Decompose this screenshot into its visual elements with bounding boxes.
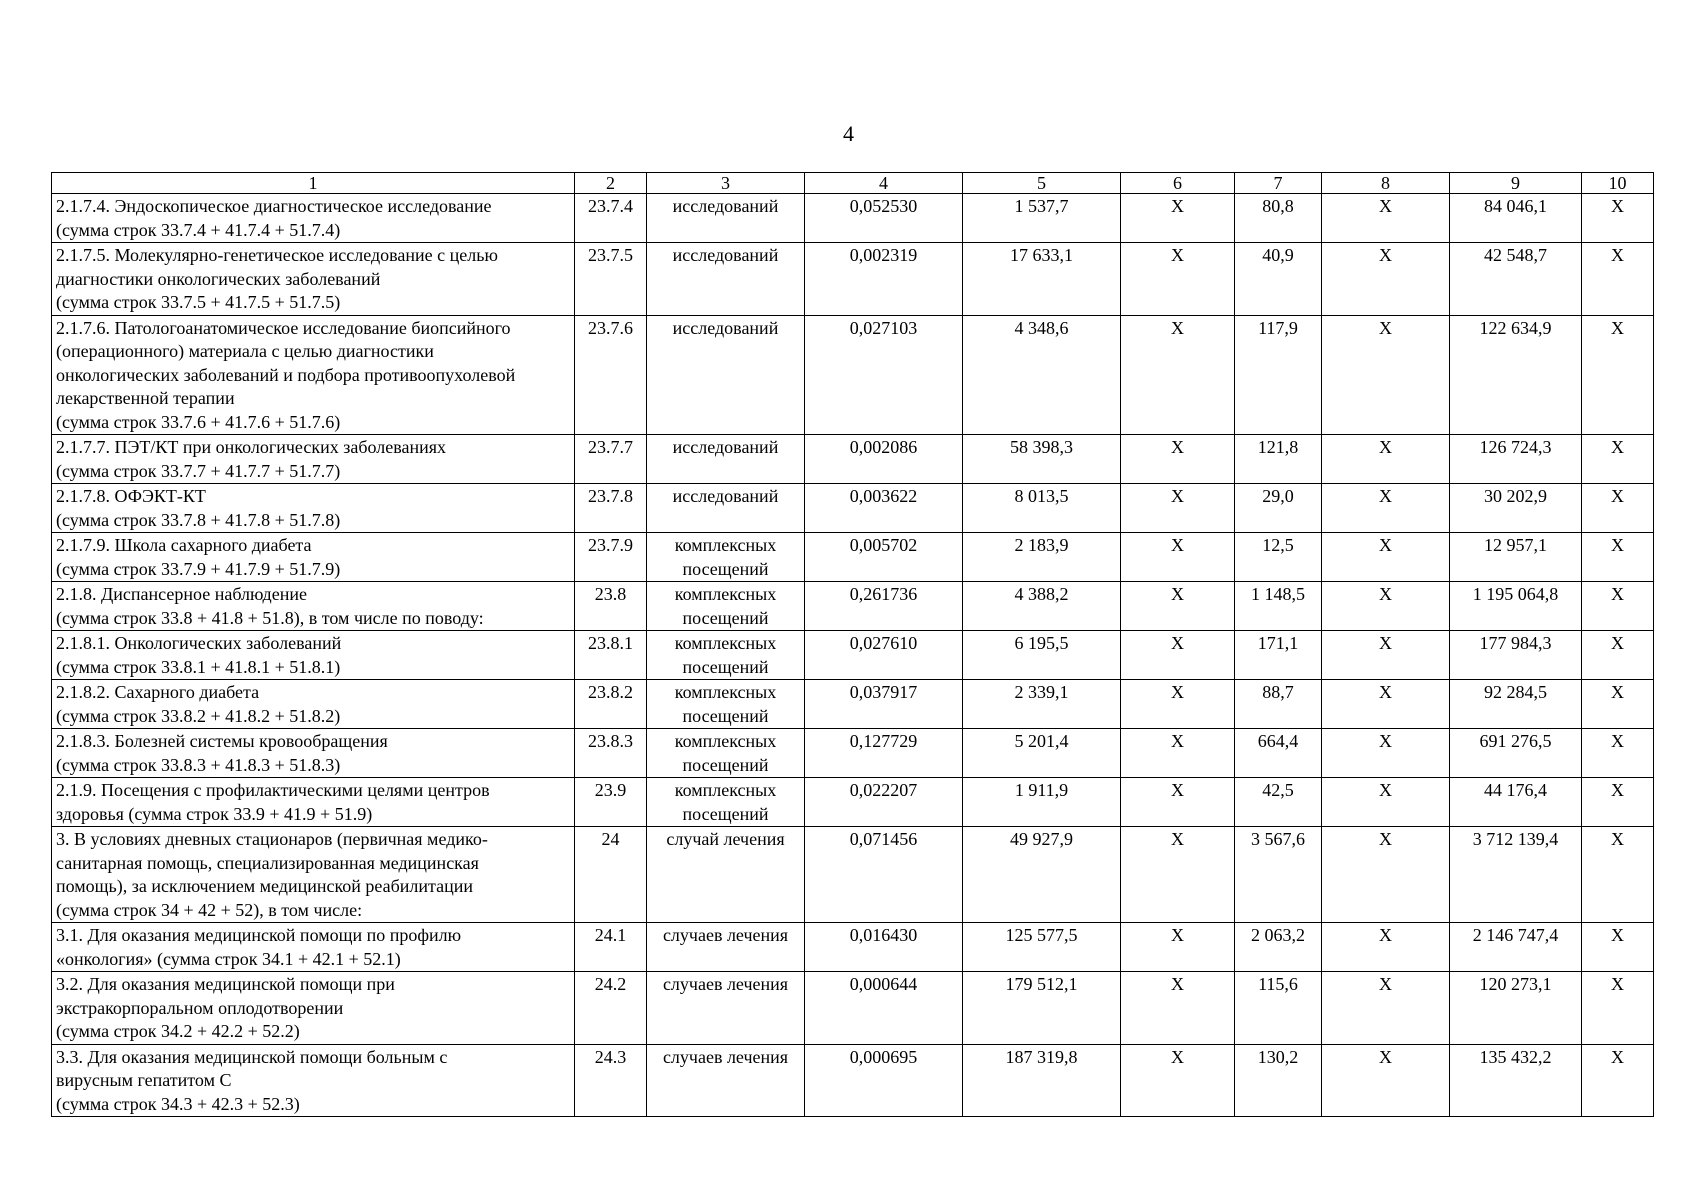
cell-x: X: [1582, 729, 1654, 778]
table-row: [52, 972, 1654, 1045]
amount-cell: 3 712 139,4: [1450, 827, 1582, 923]
cost-cell: 125 577,5: [963, 923, 1121, 972]
cell-x: X: [1121, 533, 1235, 582]
row-number: 24.3: [575, 1044, 647, 1117]
amount-cell: 12 957,1: [1450, 533, 1582, 582]
row-description: 2.1.7.8. ОФЭКТ-КТ (сумма строк 33.7.8 + 41.7.8 + 51.7.8): [52, 484, 575, 533]
value-cell: 3 567,6: [1235, 827, 1322, 923]
cell-x: X: [1322, 315, 1450, 435]
row-number: 24.1: [575, 923, 647, 972]
amount-cell: 42 548,7: [1450, 243, 1582, 316]
value-cell: 29,0: [1235, 484, 1322, 533]
column-header: 9: [1450, 173, 1582, 194]
value-cell: 80,8: [1235, 194, 1322, 243]
amount-cell: 44 176,4: [1450, 778, 1582, 827]
cell-x: X: [1322, 484, 1450, 533]
row-number: 23.7.9: [575, 533, 647, 582]
row-description: 3. В условиях дневных стационаров (первичная медико- санитарная помощь, специализированная медицинская помощь), за исключением медицинской реабилитации (сумма строк 34 + 42 + 52), в том числе:: [52, 827, 575, 923]
volume-cell: 0,000695: [805, 1044, 963, 1117]
data-table: [51, 172, 1654, 1117]
unit-cell: комплексных посещений: [647, 582, 805, 631]
header-row: [52, 173, 1654, 194]
cell-x: X: [1121, 827, 1235, 923]
column-header: 10: [1582, 173, 1654, 194]
cell-x: X: [1322, 729, 1450, 778]
row-description: 2.1.7.5. Молекулярно-генетическое исследование с целью диагностики онкологических заболеваний (сумма строк 33.7.5 + 41.7.5 + 51.7.5): [52, 243, 575, 316]
value-cell: 171,1: [1235, 631, 1322, 680]
row-description: 3.3. Для оказания медицинской помощи больным с вирусным гепатитом С (сумма строк 34.3 + 42.3 + 52.3): [52, 1044, 575, 1117]
unit-cell: исследований: [647, 194, 805, 243]
unit-cell: случаев лечения: [647, 923, 805, 972]
amount-cell: 120 273,1: [1450, 972, 1582, 1045]
amount-cell: 126 724,3: [1450, 435, 1582, 484]
column-header: 3: [647, 173, 805, 194]
unit-cell: исследований: [647, 484, 805, 533]
column-header: 4: [805, 173, 963, 194]
cell-x: X: [1322, 680, 1450, 729]
row-description: 3.2. Для оказания медицинской помощи при экстракорпоральном оплодотворении (сумма строк 34.2 + 42.2 + 52.2): [52, 972, 575, 1045]
column-header: 8: [1322, 173, 1450, 194]
cell-x: X: [1322, 827, 1450, 923]
cell-x: X: [1121, 435, 1235, 484]
column-header: 6: [1121, 173, 1235, 194]
value-cell: 42,5: [1235, 778, 1322, 827]
cell-x: X: [1582, 243, 1654, 316]
volume-cell: 0,261736: [805, 582, 963, 631]
cell-x: X: [1121, 778, 1235, 827]
cell-x: X: [1582, 631, 1654, 680]
table-row: [52, 533, 1654, 582]
column-header: 1: [52, 173, 575, 194]
cell-x: X: [1121, 243, 1235, 316]
cost-cell: 2 183,9: [963, 533, 1121, 582]
row-description: 3.1. Для оказания медицинской помощи по профилю «онкология» (сумма строк 34.1 + 42.1 + 52.1): [52, 923, 575, 972]
row-description: 2.1.7.4. Эндоскопическое диагностическое исследование (сумма строк 33.7.4 + 41.7.4 + 51.7.4): [52, 194, 575, 243]
table-row: [52, 315, 1654, 435]
volume-cell: 0,022207: [805, 778, 963, 827]
cost-cell: 4 348,6: [963, 315, 1121, 435]
cell-x: X: [1121, 729, 1235, 778]
volume-cell: 0,002086: [805, 435, 963, 484]
volume-cell: 0,016430: [805, 923, 963, 972]
cost-cell: 49 927,9: [963, 827, 1121, 923]
value-cell: 88,7: [1235, 680, 1322, 729]
column-header: 2: [575, 173, 647, 194]
table-body: [52, 173, 1654, 1117]
unit-cell: комплексных посещений: [647, 631, 805, 680]
cost-cell: 8 013,5: [963, 484, 1121, 533]
unit-cell: комплексных посещений: [647, 778, 805, 827]
cell-x: X: [1582, 194, 1654, 243]
amount-cell: 177 984,3: [1450, 631, 1582, 680]
cell-x: X: [1582, 1044, 1654, 1117]
volume-cell: 0,027610: [805, 631, 963, 680]
amount-cell: 122 634,9: [1450, 315, 1582, 435]
unit-cell: комплексных посещений: [647, 729, 805, 778]
unit-cell: комплексных посещений: [647, 533, 805, 582]
value-cell: 1 148,5: [1235, 582, 1322, 631]
value-cell: 121,8: [1235, 435, 1322, 484]
cell-x: X: [1322, 533, 1450, 582]
cell-x: X: [1121, 582, 1235, 631]
table-row: [52, 729, 1654, 778]
cell-x: X: [1121, 315, 1235, 435]
cost-cell: 2 339,1: [963, 680, 1121, 729]
cell-x: X: [1582, 435, 1654, 484]
row-description: 2.1.7.7. ПЭТ/КТ при онкологических заболеваниях (сумма строк 33.7.7 + 41.7.7 + 51.7.7): [52, 435, 575, 484]
unit-cell: случай лечения: [647, 827, 805, 923]
table-row: [52, 582, 1654, 631]
cell-x: X: [1322, 582, 1450, 631]
cell-x: X: [1322, 972, 1450, 1045]
volume-cell: 0,005702: [805, 533, 963, 582]
amount-cell: 92 284,5: [1450, 680, 1582, 729]
cell-x: X: [1582, 582, 1654, 631]
value-cell: 664,4: [1235, 729, 1322, 778]
amount-cell: 691 276,5: [1450, 729, 1582, 778]
amount-cell: 135 432,2: [1450, 1044, 1582, 1117]
row-description: 2.1.8.1. Онкологических заболеваний (сумма строк 33.8.1 + 41.8.1 + 51.8.1): [52, 631, 575, 680]
unit-cell: исследований: [647, 435, 805, 484]
volume-cell: 0,071456: [805, 827, 963, 923]
unit-cell: случаев лечения: [647, 1044, 805, 1117]
cell-x: X: [1121, 1044, 1235, 1117]
volume-cell: 0,052530: [805, 194, 963, 243]
column-header: 7: [1235, 173, 1322, 194]
value-cell: 2 063,2: [1235, 923, 1322, 972]
cell-x: X: [1322, 243, 1450, 316]
row-description: 2.1.8.2. Сахарного диабета (сумма строк 33.8.2 + 41.8.2 + 51.8.2): [52, 680, 575, 729]
amount-cell: 2 146 747,4: [1450, 923, 1582, 972]
cost-cell: 179 512,1: [963, 972, 1121, 1045]
page-number: 4: [843, 121, 854, 146]
table-row: [52, 435, 1654, 484]
amount-cell: 84 046,1: [1450, 194, 1582, 243]
row-number: 23.8: [575, 582, 647, 631]
table-row: [52, 631, 1654, 680]
cell-x: X: [1121, 680, 1235, 729]
cell-x: X: [1322, 435, 1450, 484]
row-number: 23.7.7: [575, 435, 647, 484]
cell-x: X: [1582, 484, 1654, 533]
cell-x: X: [1322, 1044, 1450, 1117]
value-cell: 115,6: [1235, 972, 1322, 1045]
cell-x: X: [1121, 194, 1235, 243]
cell-x: X: [1322, 631, 1450, 680]
amount-cell: 30 202,9: [1450, 484, 1582, 533]
value-cell: 117,9: [1235, 315, 1322, 435]
cost-cell: 1 911,9: [963, 778, 1121, 827]
cell-x: X: [1582, 680, 1654, 729]
table-row: [52, 778, 1654, 827]
row-number: 24.2: [575, 972, 647, 1045]
amount-cell: 1 195 064,8: [1450, 582, 1582, 631]
cell-x: X: [1582, 827, 1654, 923]
row-number: 23.8.2: [575, 680, 647, 729]
table-row: [52, 484, 1654, 533]
unit-cell: случаев лечения: [647, 972, 805, 1045]
cost-cell: 1 537,7: [963, 194, 1121, 243]
volume-cell: 0,002319: [805, 243, 963, 316]
volume-cell: 0,000644: [805, 972, 963, 1045]
cell-x: X: [1322, 923, 1450, 972]
cost-cell: 4 388,2: [963, 582, 1121, 631]
table-row: [52, 680, 1654, 729]
table-row: [52, 243, 1654, 316]
unit-cell: исследований: [647, 243, 805, 316]
cost-cell: 187 319,8: [963, 1044, 1121, 1117]
cell-x: X: [1582, 972, 1654, 1045]
cell-x: X: [1121, 972, 1235, 1045]
table-row: [52, 1044, 1654, 1117]
cell-x: X: [1322, 778, 1450, 827]
row-number: 23.8.1: [575, 631, 647, 680]
cost-cell: 58 398,3: [963, 435, 1121, 484]
table-row: [52, 827, 1654, 923]
value-cell: 40,9: [1235, 243, 1322, 316]
table-row: [52, 194, 1654, 243]
volume-cell: 0,003622: [805, 484, 963, 533]
cost-cell: 17 633,1: [963, 243, 1121, 316]
volume-cell: 0,127729: [805, 729, 963, 778]
unit-cell: комплексных посещений: [647, 680, 805, 729]
row-description: 2.1.8.3. Болезней системы кровообращения (сумма строк 33.8.3 + 41.8.3 + 51.8.3): [52, 729, 575, 778]
row-description: 2.1.9. Посещения с профилактическими целями центров здоровья (сумма строк 33.9 + 41.9 + 51.9): [52, 778, 575, 827]
table-row: [52, 923, 1654, 972]
cell-x: X: [1582, 315, 1654, 435]
cell-x: X: [1322, 194, 1450, 243]
row-number: 23.8.3: [575, 729, 647, 778]
row-description: 2.1.8. Диспансерное наблюдение (сумма строк 33.8 + 41.8 + 51.8), в том числе по поводу:: [52, 582, 575, 631]
cell-x: X: [1121, 484, 1235, 533]
cost-cell: 6 195,5: [963, 631, 1121, 680]
value-cell: 130,2: [1235, 1044, 1322, 1117]
cost-cell: 5 201,4: [963, 729, 1121, 778]
row-number: 23.7.5: [575, 243, 647, 316]
row-number: 23.7.4: [575, 194, 647, 243]
row-description: 2.1.7.6. Патологоанатомическое исследование биопсийного (операционного) материала с целью диагностики онкологических заболеваний и подбора противоопухолевой лекарственной терапии (сумма строк 33.7.6 + 41.7.6 + 51.7.6): [52, 315, 575, 435]
row-description: 2.1.7.9. Школа сахарного диабета (сумма строк 33.7.9 + 41.7.9 + 51.7.9): [52, 533, 575, 582]
volume-cell: 0,027103: [805, 315, 963, 435]
cell-x: X: [1582, 533, 1654, 582]
row-number: 23.7.8: [575, 484, 647, 533]
cell-x: X: [1582, 923, 1654, 972]
unit-cell: исследований: [647, 315, 805, 435]
cell-x: X: [1582, 778, 1654, 827]
row-number: 23.7.6: [575, 315, 647, 435]
row-number: 24: [575, 827, 647, 923]
value-cell: 12,5: [1235, 533, 1322, 582]
row-number: 23.9: [575, 778, 647, 827]
volume-cell: 0,037917: [805, 680, 963, 729]
cell-x: X: [1121, 923, 1235, 972]
cell-x: X: [1121, 631, 1235, 680]
column-header: 5: [963, 173, 1121, 194]
